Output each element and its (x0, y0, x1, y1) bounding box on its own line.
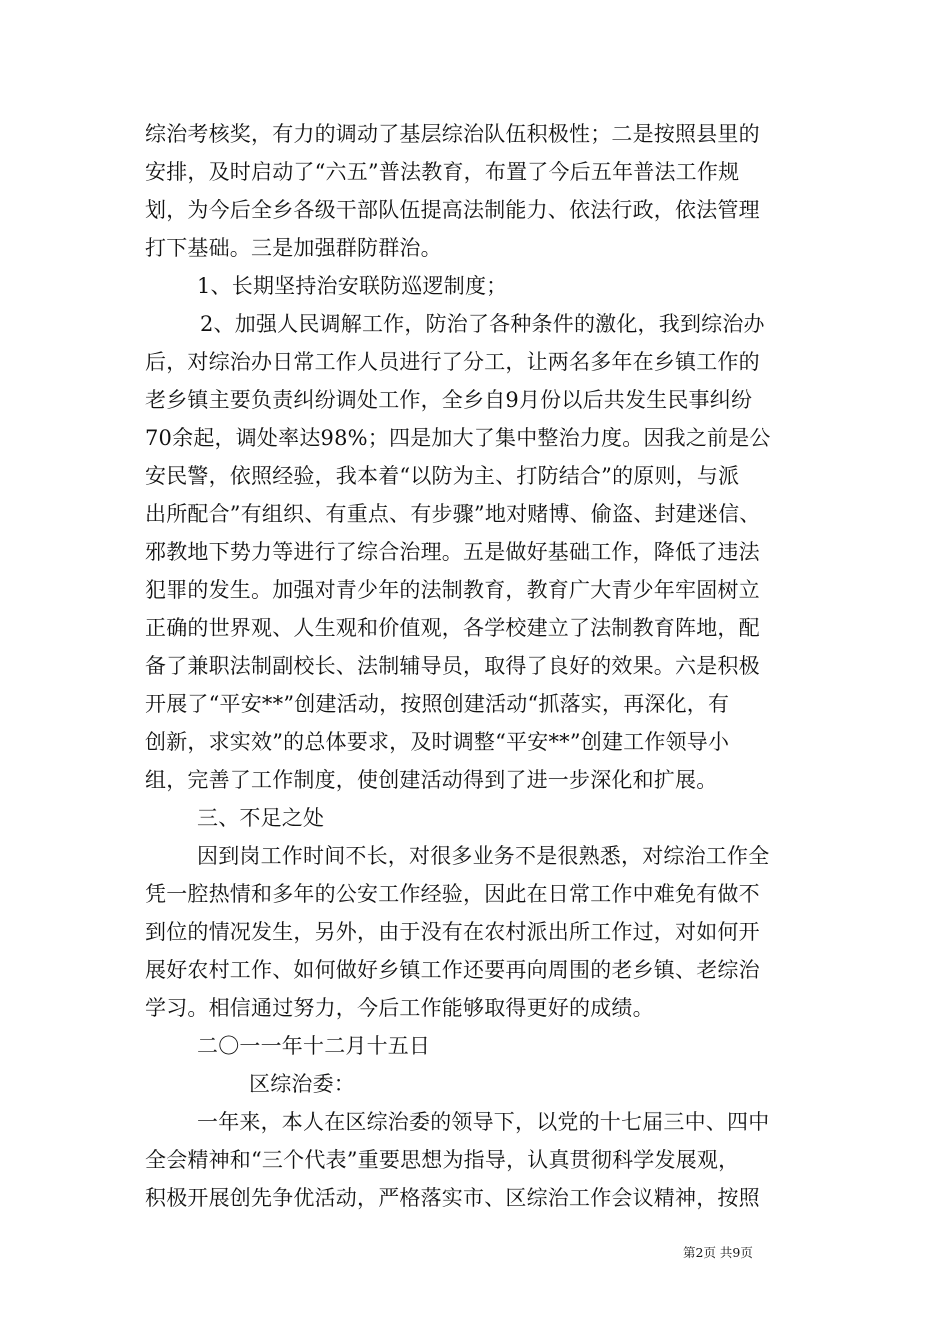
body-line: 一年来，本人在区综治委的领导下，以党的十七届三中、四中 (197, 1110, 770, 1134)
body-line: 安民警，依照经验，我本着“以防为主、打防结合”的原则，与派 (145, 464, 740, 488)
body-line: 70余起，调处率达98%；四是加大了集中整治力度。因我之前是公 (145, 426, 771, 450)
body-line: 打下基础。三是加强群防群治。 (145, 236, 442, 260)
body-line: 备了兼职法制副校长、法制辅导员，取得了良好的效果。六是积极 (145, 654, 760, 678)
body-line: 展好农村工作、如何做好乡镇工作还要再向周围的老乡镇、老综治 (145, 958, 760, 982)
body-line: 创新，求实效”的总体要求，及时调整“平安**”创建工作领导小 (145, 730, 730, 754)
addressee-line: 区综治委： (249, 1072, 355, 1096)
body-line: 到位的情况发生，另外，由于没有在农村派出所工作过，对如何开 (145, 920, 760, 944)
body-line: 学习。相信通过努力，今后工作能够取得更好的成绩。 (145, 996, 654, 1020)
body-line: 因到岗工作时间不长，对很多业务不是很熟悉，对综治工作全 (197, 844, 770, 868)
body-line: 开展了“平安**”创建活动，按照创建活动“抓落实，再深化，有 (145, 692, 730, 716)
body-line: 出所配合”有组织、有重点、有步骤”地对赌博、偷盗、封建迷信、 (145, 502, 761, 526)
page-number: 第2页 共9页 (683, 1245, 753, 1260)
body-line: 邪教地下势力等进行了综合治理。五是做好基础工作，降低了违法 (145, 540, 760, 564)
body-line: 犯罪的发生。加强对青少年的法制教育，教育广大青少年牢固树立 (145, 578, 760, 602)
body-line: 全会精神和“三个代表”重要思想为指导，认真贯彻科学发展观， (145, 1148, 740, 1172)
body-line: 安排，及时启动了“六五”普法教育，布置了今后五年普法工作规 (145, 160, 740, 184)
body-line: 凭一腔热情和多年的公安工作经验，因此在日常工作中难免有做不 (145, 882, 760, 906)
body-line: 综治考核奖，有力的调动了基层综治队伍积极性；二是按照县里的 (145, 122, 760, 146)
section-heading: 三、不足之处 (197, 806, 325, 830)
body-line: 划，为今后全乡各级干部队伍提高法制能力、依法行政，依法管理 (145, 198, 760, 222)
body-line: 老乡镇主要负责纠纷调处工作，全乡自9月份以后共发生民事纠纷 (145, 388, 753, 412)
body-line: 组，完善了工作制度，使创建活动得到了进一步深化和扩展。 (145, 768, 718, 792)
body-line: 后，对综治办日常工作人员进行了分工，让两名多年在乡镇工作的 (145, 350, 760, 374)
body-line: 正确的世界观、人生观和价值观，各学校建立了法制教育阵地，配 (145, 616, 760, 640)
list-item: 1、长期坚持治安联防巡逻制度； (197, 274, 508, 298)
date-line: 二〇一一年十二月十五日 (197, 1034, 431, 1058)
list-item: 2、加强人民调解工作，防治了各种条件的激化，我到综治办 (200, 312, 765, 336)
body-line: 积极开展创先争优活动，严格落实市、区综治工作会议精神，按照 (145, 1186, 760, 1210)
